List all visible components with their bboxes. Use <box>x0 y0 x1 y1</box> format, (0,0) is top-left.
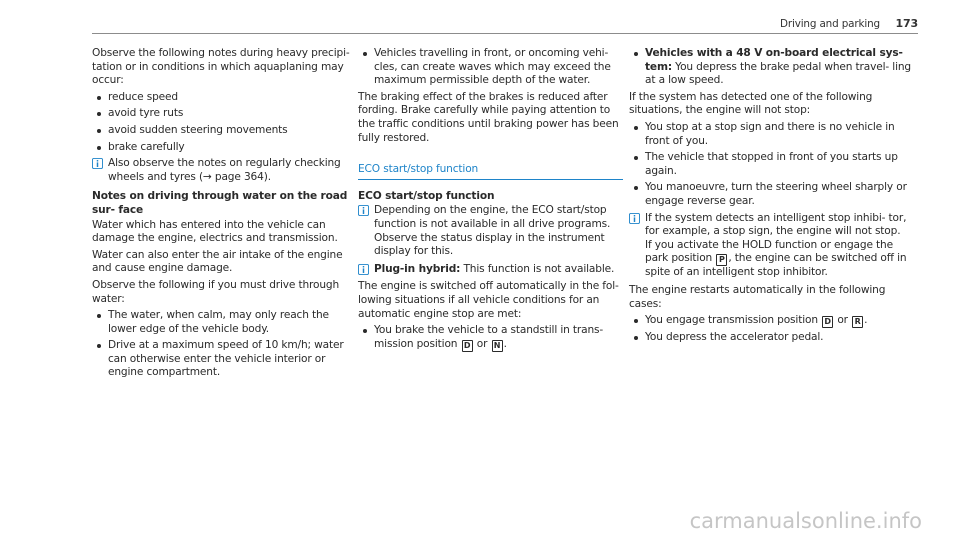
list-item: The vehicle that stopped in front of you starts up again. <box>629 151 914 178</box>
paragraph: Water can also enter the air intake of the engine and cause engine damage. <box>92 248 343 275</box>
list-item <box>358 324 623 352</box>
column-2 <box>358 47 623 355</box>
list-item <box>629 47 914 88</box>
column-3 <box>629 47 914 348</box>
key-d-icon: D <box>822 316 833 328</box>
intro-paragraph: Observe the following notes during heavy precipi- tation or in conditions in which aquaplaning may occur: <box>92 47 350 87</box>
note-block <box>358 204 623 258</box>
info-icon <box>358 264 369 275</box>
list-text: or <box>834 314 852 327</box>
list-item: The water, when calm, may only reach the lower edge of the vehicle body. <box>92 309 350 336</box>
list-item: brake carefully <box>92 141 350 155</box>
note-text: If the system detects an intelligent stop inhibi- tor, for example, a stop sign, the engine will not stop. <box>645 211 907 238</box>
paragraph: If the system has detected one of the following situations, the engine will not stop: <box>629 90 873 117</box>
note-block <box>629 212 914 280</box>
key-n-icon: N <box>492 340 503 352</box>
header-divider <box>92 33 918 34</box>
restart-list <box>629 314 914 345</box>
brake-list <box>629 47 914 88</box>
water-list <box>92 309 350 380</box>
sub-heading: ECO start/stop function <box>358 189 495 202</box>
page-header <box>0 0 960 34</box>
key-d-icon: D <box>462 340 473 352</box>
list-text: . <box>864 314 868 327</box>
note-block <box>92 157 350 184</box>
key-p-icon: P <box>716 254 727 266</box>
note-text: This function is not available. <box>460 262 615 275</box>
paragraph: The engine is switched off automatically in the fol- lowing situations if all vehicle conditions for an automatic engine stop are met: <box>358 280 619 320</box>
waves-list <box>358 47 623 88</box>
paragraph: Observe the following if you must drive through water: <box>92 278 340 305</box>
list-item: reduce speed <box>92 91 350 105</box>
paragraph: The braking effect of the brakes is reduced after fording. Brake carefully while paying attention to the traffic conditions until braking power has been fully restored. <box>358 90 619 144</box>
list-label: Vehicles with a 48 V on-board electrical sys- tem: <box>645 47 903 73</box>
list-item: Drive at a maximum speed of 10 km/h; water can otherwise enter the vehicle interior or engine compartment. <box>92 339 350 380</box>
paragraph: The engine restarts automatically in the following cases: <box>629 283 886 310</box>
page-number: 173 <box>895 17 918 30</box>
list-item: You stop at a stop sign and there is no vehicle in front of you. <box>629 121 914 148</box>
precipitation-list <box>92 91 350 154</box>
no-stop-list <box>629 121 914 209</box>
section-heading: ECO start/stop function <box>358 163 623 180</box>
section-title: Driving and parking <box>779 18 880 30</box>
note-text: Depending on the engine, the ECO start/stop function is not available in all drive programs. Observe the status display in the instrument display for this. <box>374 204 611 258</box>
key-r-icon: R <box>852 316 863 328</box>
note-text: Also observe the notes on regularly checking wheels and tyres (→ page 364). <box>108 157 341 183</box>
list-item: avoid sudden steering movements <box>92 124 350 138</box>
note-label: Plug-in hybrid: <box>374 262 461 275</box>
paragraph: Water which has entered into the vehicle can damage the engine, electrics and transmission. <box>92 218 338 245</box>
info-icon <box>92 158 103 169</box>
note-text <box>645 239 914 280</box>
column-1 <box>92 47 350 383</box>
note-text-part: If you activate the HOLD function or engage the park position <box>645 238 893 265</box>
list-item: Vehicles travelling in front, or oncoming vehi- cles, can create waves which may exceed the maximum permissible depth of the water. <box>358 47 623 88</box>
list-item: avoid tyre ruts <box>92 107 350 121</box>
list-text: You brake the vehicle to a standstill in trans- mission position <box>374 324 604 350</box>
list-item: You depress the accelerator pedal. <box>629 331 914 345</box>
water-heading: Notes on driving through water on the road sur- face <box>92 190 348 216</box>
list-item <box>629 314 914 328</box>
list-text: You engage transmission position <box>645 314 822 327</box>
engine-off-list <box>358 324 623 352</box>
info-icon <box>629 213 640 224</box>
list-text: You depress the brake pedal when travel- ling at a low speed. <box>645 60 912 87</box>
list-text: or <box>473 337 491 350</box>
info-icon <box>358 205 369 216</box>
note-text-part: , the engine can be switched off in spite of an intelligent stop inhibitor. <box>645 252 907 279</box>
watermark: carmanualsonline.info <box>689 509 922 533</box>
list-text: . <box>503 337 507 350</box>
note-block <box>358 263 623 277</box>
list-item: You manoeuvre, turn the steering wheel sharply or engage reverse gear. <box>629 181 914 208</box>
